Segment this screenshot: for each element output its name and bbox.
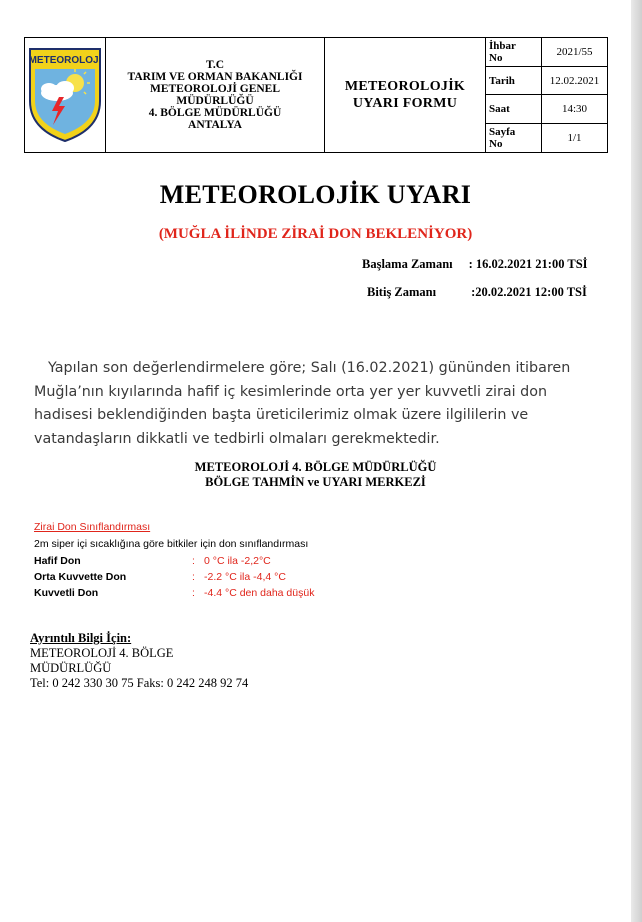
warning-body-content: Yapılan son değerlendirmelere göre; Salı (16.02.2021) gününden itibaren Muğla’nın kıyılarında hafif iç kesimlerinde orta yer yer kuvvetli zirai don hadisesi beklendiğinden başta üreticilerimiz olmak üzere ilgililerin ve vatandaşların dikkatli ve tedbirli olmaları gerekmektedir. (34, 360, 571, 447)
sayfa-no-label (486, 124, 542, 153)
ihbar-no-value: 2021/55 (542, 38, 608, 67)
logo-text: METEOROLOJİ (28, 54, 102, 66)
classification-value: -2.2 °C ila -4,4 °C (204, 571, 286, 583)
tarih-label (486, 67, 542, 95)
org-line: TARIM VE ORMAN BAKANLIĞI (127, 71, 303, 83)
ihbar-no-label (486, 38, 542, 67)
org-line: MÜDÜRLÜĞÜ (176, 95, 254, 107)
start-time-row (362, 257, 588, 272)
meta-label-line: Tarih (489, 74, 515, 87)
classification-label: Hafif Don (34, 555, 81, 567)
page-edge-shadow (631, 0, 642, 922)
center-line-1: METEOROLOJİ 4. BÖLGE MÜDÜRLÜĞÜ (194, 460, 437, 474)
center-line-2: BÖLGE TAHMİN ve UYARI MERKEZİ (205, 475, 426, 489)
org-line: ANTALYA (188, 119, 242, 131)
form-title-line: UYARI FORMU (352, 96, 458, 111)
saat-value: 14:30 (542, 95, 608, 124)
meta-label-line: Sayfa (489, 126, 516, 138)
contact-line: METEOROLOJİ 4. BÖLGE (30, 646, 174, 660)
sayfa-no-value: 1/1 (542, 124, 608, 153)
organization-block (106, 38, 325, 153)
meta-label-line: No (489, 138, 503, 150)
org-line: METEOROLOJİ GENEL (149, 83, 281, 95)
classification-row (34, 555, 434, 569)
classification-label: Orta Kuvvette Don (34, 571, 127, 583)
classification-value: 0 °C ila -2,2°C (204, 555, 271, 567)
page-title: METEOROLOJİK UYARI (159, 180, 472, 209)
end-time-value: :20.02.2021 12:00 TSİ (471, 285, 587, 299)
org-line: 4. BÖLGE MÜDÜRLÜĞÜ (148, 107, 282, 119)
meteoroloji-logo (27, 43, 103, 143)
form-title-line: METEOROLOJİK (344, 79, 466, 94)
meta-label-line: Saat (489, 103, 510, 115)
end-time-row (367, 285, 587, 300)
contact-heading: Ayrıntılı Bilgi İçin: (30, 631, 132, 645)
logo-cell (25, 38, 106, 153)
form-title-cell (325, 38, 486, 153)
warning-body-text (34, 357, 600, 451)
classification-title: Zirai Don Sınıflandırması (34, 521, 151, 533)
classification-description: 2m siper içi sıcaklığına göre bitkiler için don sınıflandırması (34, 538, 309, 550)
warning-subtitle: (MUĞLA İLİNDE ZİRAİ DON BEKLENİYOR) (158, 226, 473, 242)
classification-row (34, 571, 434, 585)
classification-value: -4.4 °C den daha düşük (204, 587, 315, 599)
form-header-table (24, 37, 608, 153)
saat-label (486, 95, 542, 124)
classification-label: Kuvvetli Don (34, 587, 99, 599)
contact-line: MÜDÜRLÜĞÜ (30, 661, 112, 675)
start-time-value: : 16.02.2021 21:00 TSİ (468, 257, 588, 271)
classification-colon: : (192, 555, 195, 567)
classification-colon: : (192, 587, 195, 599)
end-time-label: Bitiş Zamanı (367, 285, 437, 299)
org-line: T.C (206, 59, 224, 71)
classification-colon: : (192, 571, 195, 583)
tarih-value: 12.02.2021 (542, 67, 608, 95)
classification-row (34, 587, 434, 601)
meta-label-line: No (489, 52, 503, 64)
contact-phone-fax: Tel: 0 242 330 30 75 Faks: 0 242 248 92 74 (30, 676, 249, 690)
start-time-label: Başlama Zamanı (362, 257, 453, 271)
meta-label-line: İhbar (489, 40, 516, 52)
